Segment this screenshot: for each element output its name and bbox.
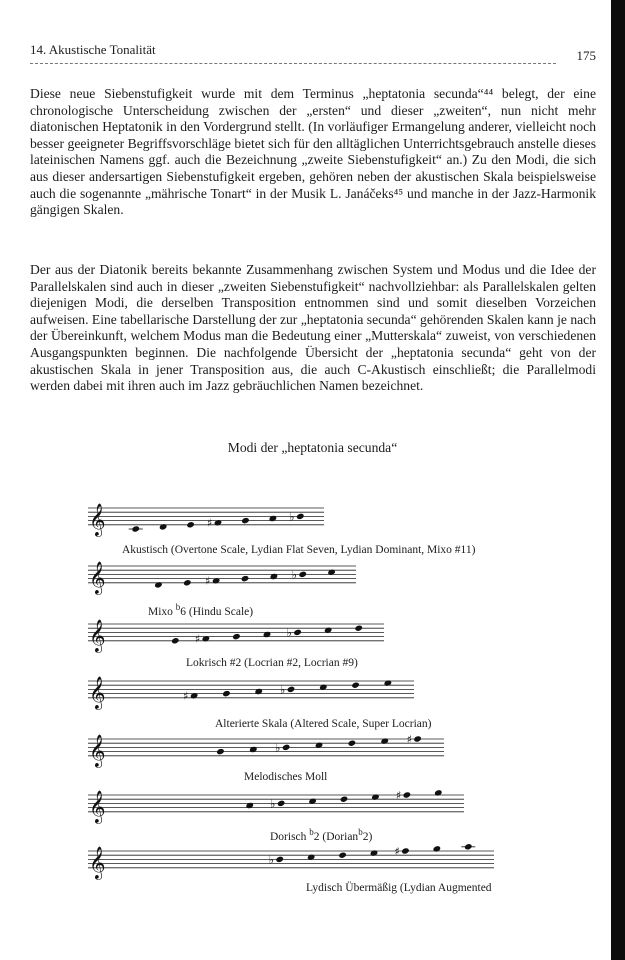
staff-lydisch-ub — [88, 843, 498, 887]
paragraph-1: Diese neue Siebenstufigkeit wurde mit dem Terminus „heptatonia secunda“⁴⁴ belegt, der eine chronologische Unterscheidung zwischen der „ersten“ und dieser „zweiten“, nun nicht mehr diatonischen Heptatonik in den Vordergrund stellt. (In vorläufiger Ermangelung anderer, vielleicht noch besser geeigneter Begriffsvorschläge bietet sich für den alltäglichen Unterrichtsgebrauch anstelle dieses lateinischen Namens ggf. auch die Bezeichnung „zweite Siebenstufigkeit“ an.) Zu den Modi, die sich aus dieser andersartigen Siebenstufigkeit ergeben, gehören neben der akustischen Skala beispielsweise auch die sogenannte „mährische Tonart“ in der Musik L. Janáčeks⁴⁵ und manche in der Jazz-Harmonik gängigen Skalen. — [30, 86, 596, 218]
note-head — [371, 793, 380, 800]
note-head — [403, 791, 412, 798]
note-head — [263, 631, 272, 638]
note-head — [338, 852, 347, 859]
treble-clef-icon: 𝄞 — [89, 733, 106, 767]
note-head — [214, 519, 223, 526]
flat-sign: ♭ — [291, 568, 297, 582]
staff-alteriert — [88, 673, 418, 713]
note-head — [348, 740, 357, 747]
chapter-title: 14. Akustische Tonalität — [30, 42, 156, 57]
note-head — [159, 523, 168, 530]
mode-label-akustisch: Akustisch (Overtone Scale, Lydian Flat Seven, Lydian Dominant, Mixo #11) — [122, 544, 476, 556]
treble-clef-icon: 𝄞 — [89, 560, 106, 594]
note-head — [370, 849, 379, 856]
note-head — [183, 579, 192, 586]
flat-sign: ♭ — [289, 510, 295, 524]
flat-sign: ♭ — [286, 626, 292, 640]
note-head — [413, 735, 422, 742]
note-head — [222, 690, 231, 697]
mode-label-melodisch: Melodisches Moll — [244, 771, 328, 783]
note-head — [327, 569, 336, 576]
sharp-sign: ♯ — [394, 845, 400, 858]
scan-edge — [611, 0, 625, 960]
flat-sign: ♭ — [280, 683, 286, 697]
note-head — [384, 679, 393, 686]
note-head — [241, 517, 250, 524]
note-head — [307, 854, 316, 861]
treble-clef-icon: 𝄞 — [89, 789, 106, 823]
note-head — [216, 748, 225, 755]
note-head — [275, 856, 284, 863]
sharp-sign: ♯ — [207, 516, 213, 530]
note-head — [241, 575, 250, 582]
note-head — [212, 577, 221, 584]
treble-clef-icon: 𝄞 — [89, 502, 106, 536]
page-number: 175 — [576, 48, 596, 63]
treble-clef-icon: 𝄞 — [89, 675, 106, 709]
note-head — [249, 746, 258, 753]
note-head — [186, 521, 195, 528]
note-head — [351, 682, 360, 689]
mode-label-dorisch: Dorisch $^b$2 (Dorian$^b$2) — [270, 827, 373, 843]
staff-lokrisch — [88, 616, 388, 656]
flat-sign: ♭ — [275, 741, 281, 755]
staff-dorisch — [88, 787, 468, 829]
note-head — [171, 637, 180, 644]
mode-label-alteriert: Alterierte Skala (Altered Scale, Super Locrian) — [215, 718, 432, 730]
note-head — [298, 571, 307, 578]
sharp-sign: ♯ — [183, 689, 189, 703]
note-head — [232, 633, 241, 640]
staff-mixo-b6 — [88, 558, 360, 598]
note-head — [277, 800, 286, 807]
note-head — [270, 573, 279, 580]
staff-melodisch — [88, 731, 448, 771]
treble-clef-icon: 𝄞 — [89, 845, 106, 879]
note-head — [296, 513, 305, 520]
paragraph-2: Der aus der Diatonik bereits bekannte Zusammenhang zwischen System und Modus und die Idee der Parallelskalen sind auch in dieser „zweiten Siebenstufigkeit“ nachvollziehbar: als Parallelskalen gelten diejenigen Modi, die derselben Transposition entnommen sind und somit dieselben Vorzeichen aufweisen. Eine tabellarische Darstellung der zur „heptatonia secunda“ gehörenden Skalen kann je nach der Übereinkunft, welchem Modus man die Bedeutung einer „Mutterskala“ zuweist, von verschiedenen Ausgangspunkten beginnen. Die nachfolgende Übersicht der „heptatonia secunda“ geht von der akustischen Skala in jener Transposition aus, die auch C-Akustisch einschließt; die Parallelmodi werden dabei mit ihren auch im Jazz gebräuchlichen Namen bezeichnet. — [30, 262, 596, 394]
note-head — [324, 627, 333, 634]
mode-label-mixo-b6: Mixo $^b$6 (Hindu Scale) — [148, 602, 254, 618]
note-head — [315, 742, 324, 749]
mode-label-lokrisch: Lokrisch #2 (Locrian #2, Locrian #9) — [186, 657, 358, 669]
note-head — [319, 684, 328, 691]
sharp-sign: ♯ — [395, 789, 402, 802]
treble-clef-icon: 𝄞 — [89, 618, 106, 652]
note-head — [282, 744, 291, 751]
note-head — [401, 847, 410, 854]
sharp-sign: ♯ — [406, 733, 412, 746]
note-head — [433, 845, 442, 852]
note-head — [269, 515, 278, 522]
note-head — [131, 525, 140, 532]
flat-sign: ♭ — [270, 797, 276, 811]
note-head — [380, 737, 389, 744]
note-head — [354, 625, 363, 632]
note-head — [154, 581, 163, 588]
note-head — [190, 692, 199, 699]
note-head — [287, 686, 296, 693]
staff-akustisch — [88, 500, 328, 540]
figure-title: Modi der „heptatonia secunda“ — [227, 440, 398, 455]
note-head — [245, 802, 254, 809]
sharp-sign: ♯ — [194, 632, 201, 646]
mode-label-lydisch-ub: Lydisch Übermäßig (Lydian Augmented — [306, 882, 492, 894]
note-head — [202, 635, 211, 642]
note-head — [464, 843, 473, 850]
note-head — [434, 789, 443, 796]
note-head — [340, 796, 349, 803]
note-head — [254, 688, 263, 695]
note-head — [308, 798, 317, 805]
header-rule — [30, 63, 556, 64]
sharp-sign: ♯ — [205, 574, 211, 588]
note-head — [293, 629, 302, 636]
page-header — [30, 42, 596, 64]
flat-sign: ♭ — [268, 853, 274, 867]
